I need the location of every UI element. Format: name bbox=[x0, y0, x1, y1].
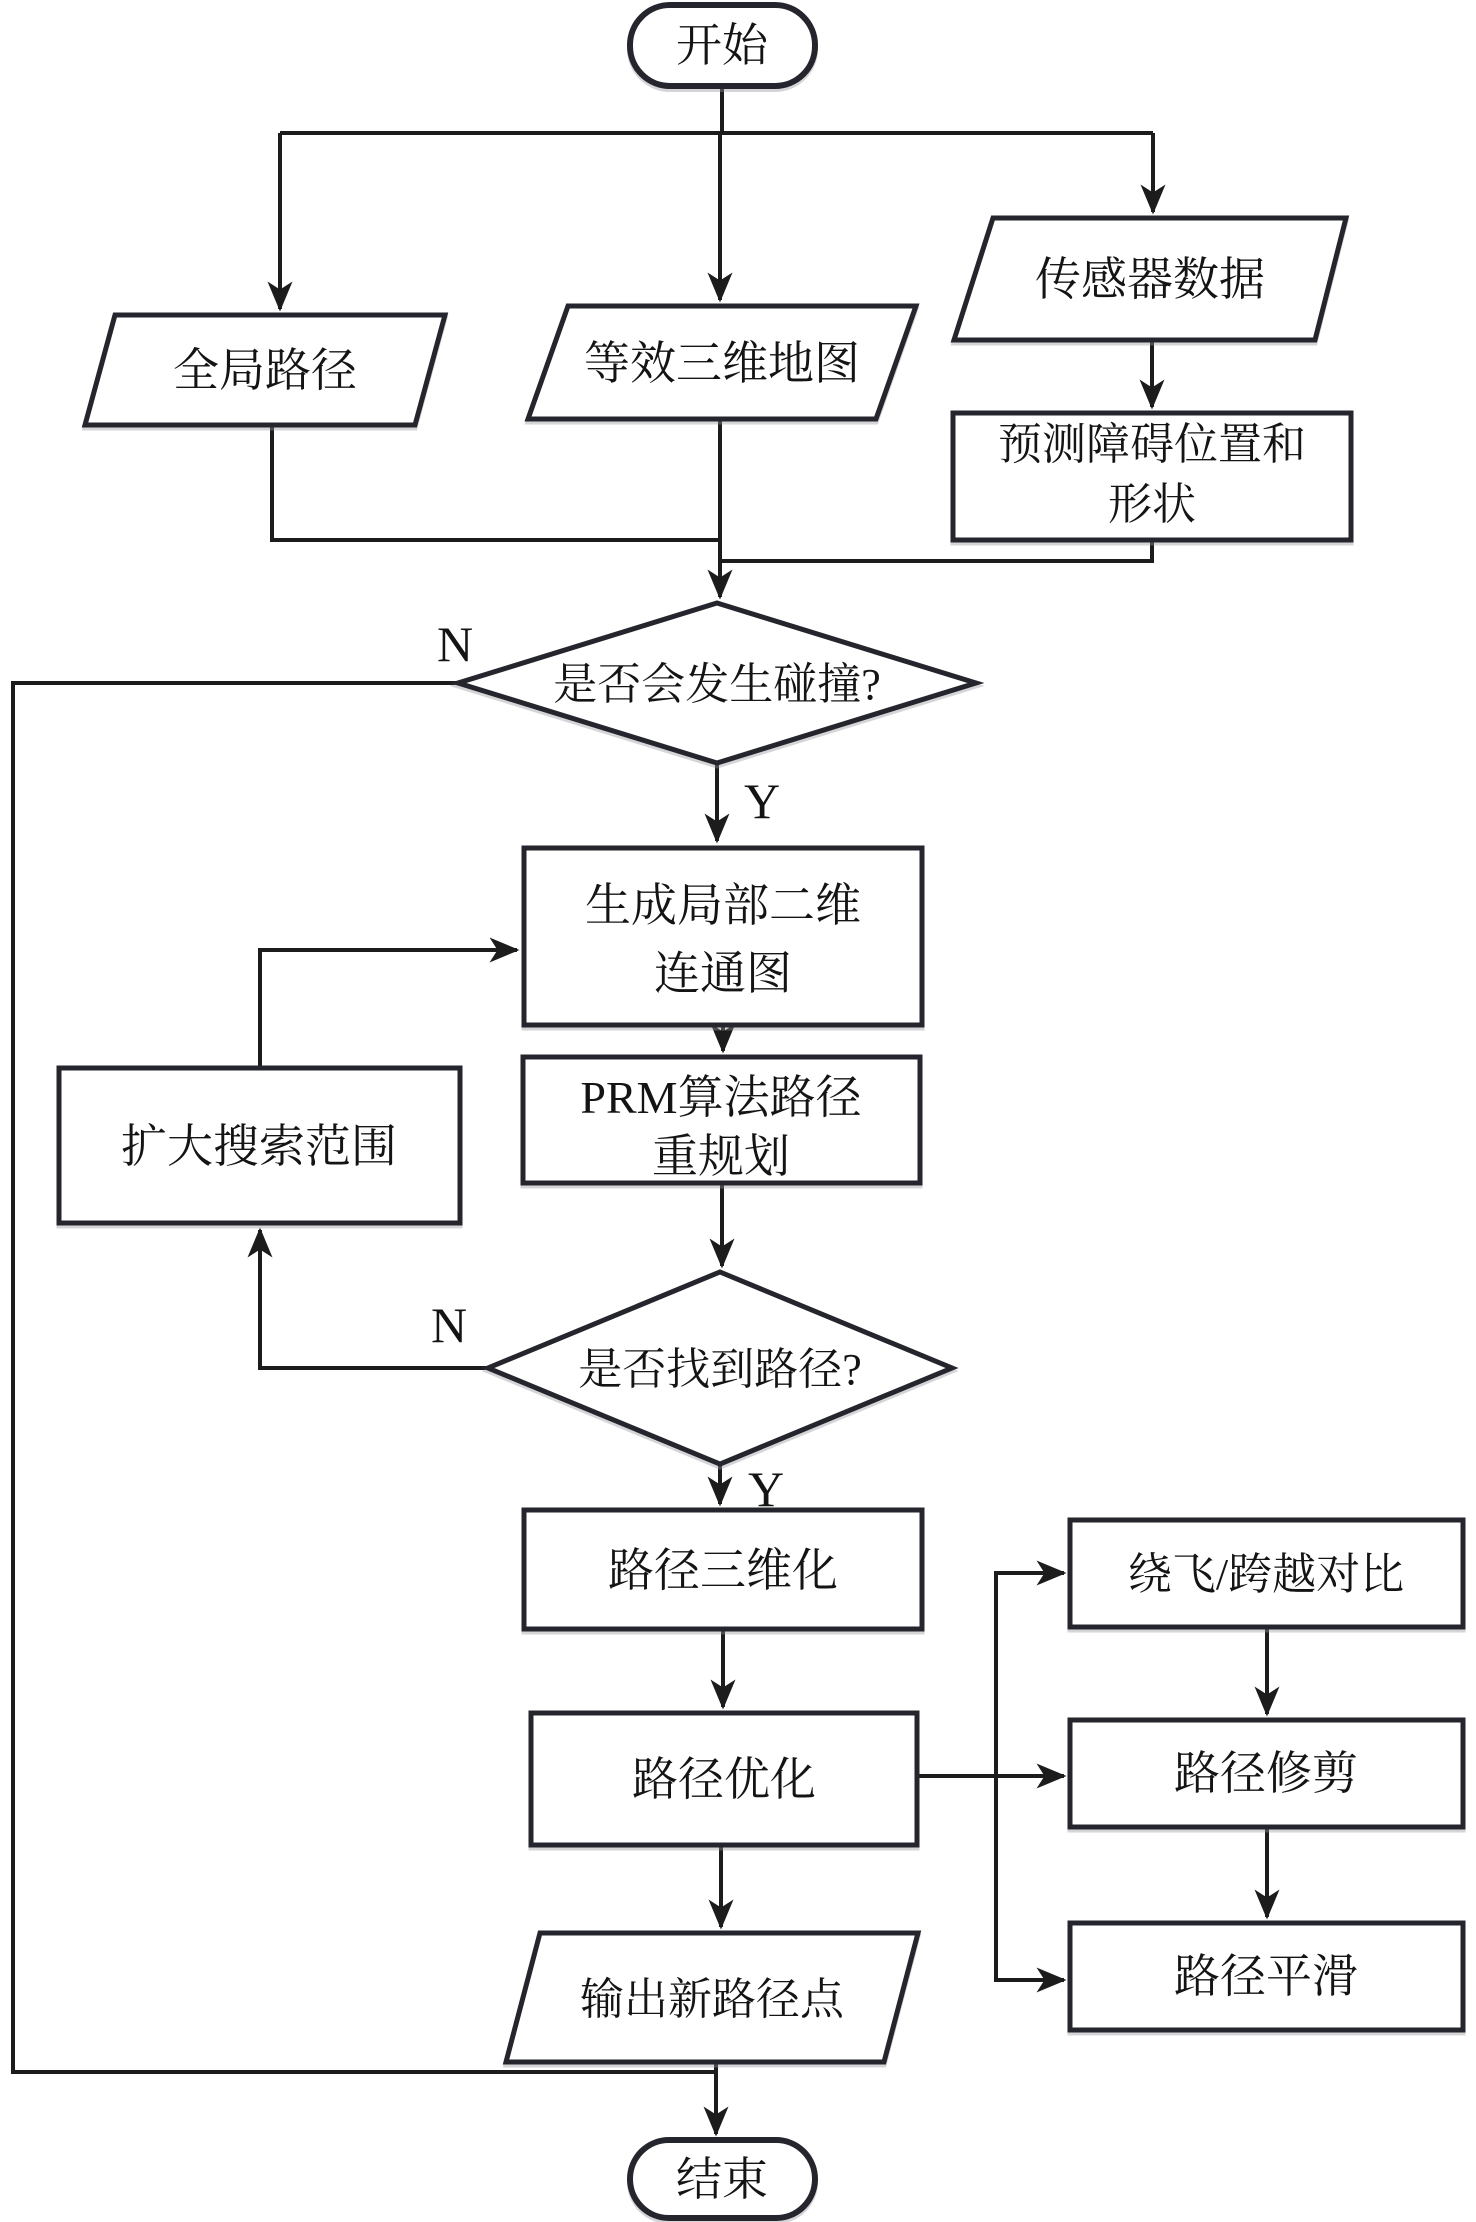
node-path-found-decision bbox=[488, 1272, 952, 1464]
generate-graph-line2: 连通图 bbox=[654, 948, 792, 999]
edge-branch-to-compare bbox=[996, 1573, 1064, 1776]
edge-expand-loop bbox=[260, 950, 517, 1068]
node-path-prune bbox=[1070, 1720, 1463, 1827]
collision-no-label: N bbox=[436, 616, 474, 672]
node-generate-graph bbox=[524, 848, 922, 1025]
edge-global-path-merge bbox=[272, 425, 719, 540]
edge-start-rail bbox=[280, 86, 1153, 133]
node-global-path bbox=[85, 315, 445, 425]
path-smooth-label: 路径平滑 bbox=[1174, 1951, 1358, 2002]
node-output-waypoints bbox=[506, 1933, 918, 2062]
path-prune-label: 路径修剪 bbox=[1174, 1748, 1358, 1799]
node-equivalent-map bbox=[528, 306, 916, 419]
edge-branch-to-smooth bbox=[996, 1776, 1064, 1980]
node-collision-decision bbox=[458, 603, 976, 763]
path-3d-label: 路径三维化 bbox=[608, 1545, 838, 1596]
start-label: 开始 bbox=[676, 20, 768, 71]
edge-predict-merge bbox=[722, 540, 1152, 561]
path-optimize-label: 路径优化 bbox=[632, 1754, 816, 1805]
prm-replan-line1: PRM算法路径 bbox=[580, 1072, 862, 1123]
found-no-label: N bbox=[430, 1297, 468, 1353]
node-path-smooth bbox=[1070, 1923, 1463, 2030]
output-waypoints-label: 输出新路径点 bbox=[580, 1975, 844, 2024]
equivalent-map-label: 等效三维地图 bbox=[584, 338, 860, 389]
end-label: 结束 bbox=[676, 2154, 768, 2205]
expand-search-label: 扩大搜索范围 bbox=[121, 1121, 397, 1172]
flyaround-compare-label: 绕飞/跨越对比 bbox=[1127, 1550, 1405, 1599]
predict-obstacle-line2: 形状 bbox=[1108, 480, 1196, 529]
generate-graph-line1: 生成局部二维 bbox=[585, 880, 861, 931]
node-path-optimize bbox=[531, 1713, 917, 1845]
node-expand-search bbox=[59, 1068, 460, 1223]
shapes-layer bbox=[59, 5, 1463, 2218]
node-start bbox=[630, 5, 815, 86]
node-predict-obstacle bbox=[953, 413, 1351, 540]
collision-decision-label: 是否会发生碰撞? bbox=[553, 660, 881, 709]
node-path-3d bbox=[524, 1510, 922, 1629]
found-yes-label: Y bbox=[747, 1461, 785, 1517]
node-sensor-data bbox=[954, 218, 1346, 340]
sensor-data-label: 传感器数据 bbox=[1035, 254, 1265, 305]
collision-yes-label: Y bbox=[743, 773, 781, 829]
node-end bbox=[630, 2140, 815, 2218]
node-flyaround-compare bbox=[1070, 1520, 1463, 1627]
node-prm-replan bbox=[523, 1057, 920, 1183]
global-path-label: 全局路径 bbox=[173, 345, 357, 396]
path-found-label: 是否找到路径? bbox=[578, 1345, 862, 1394]
prm-replan-line2: 重规划 bbox=[652, 1131, 790, 1182]
predict-obstacle-line1: 预测障碍位置和 bbox=[998, 420, 1306, 469]
